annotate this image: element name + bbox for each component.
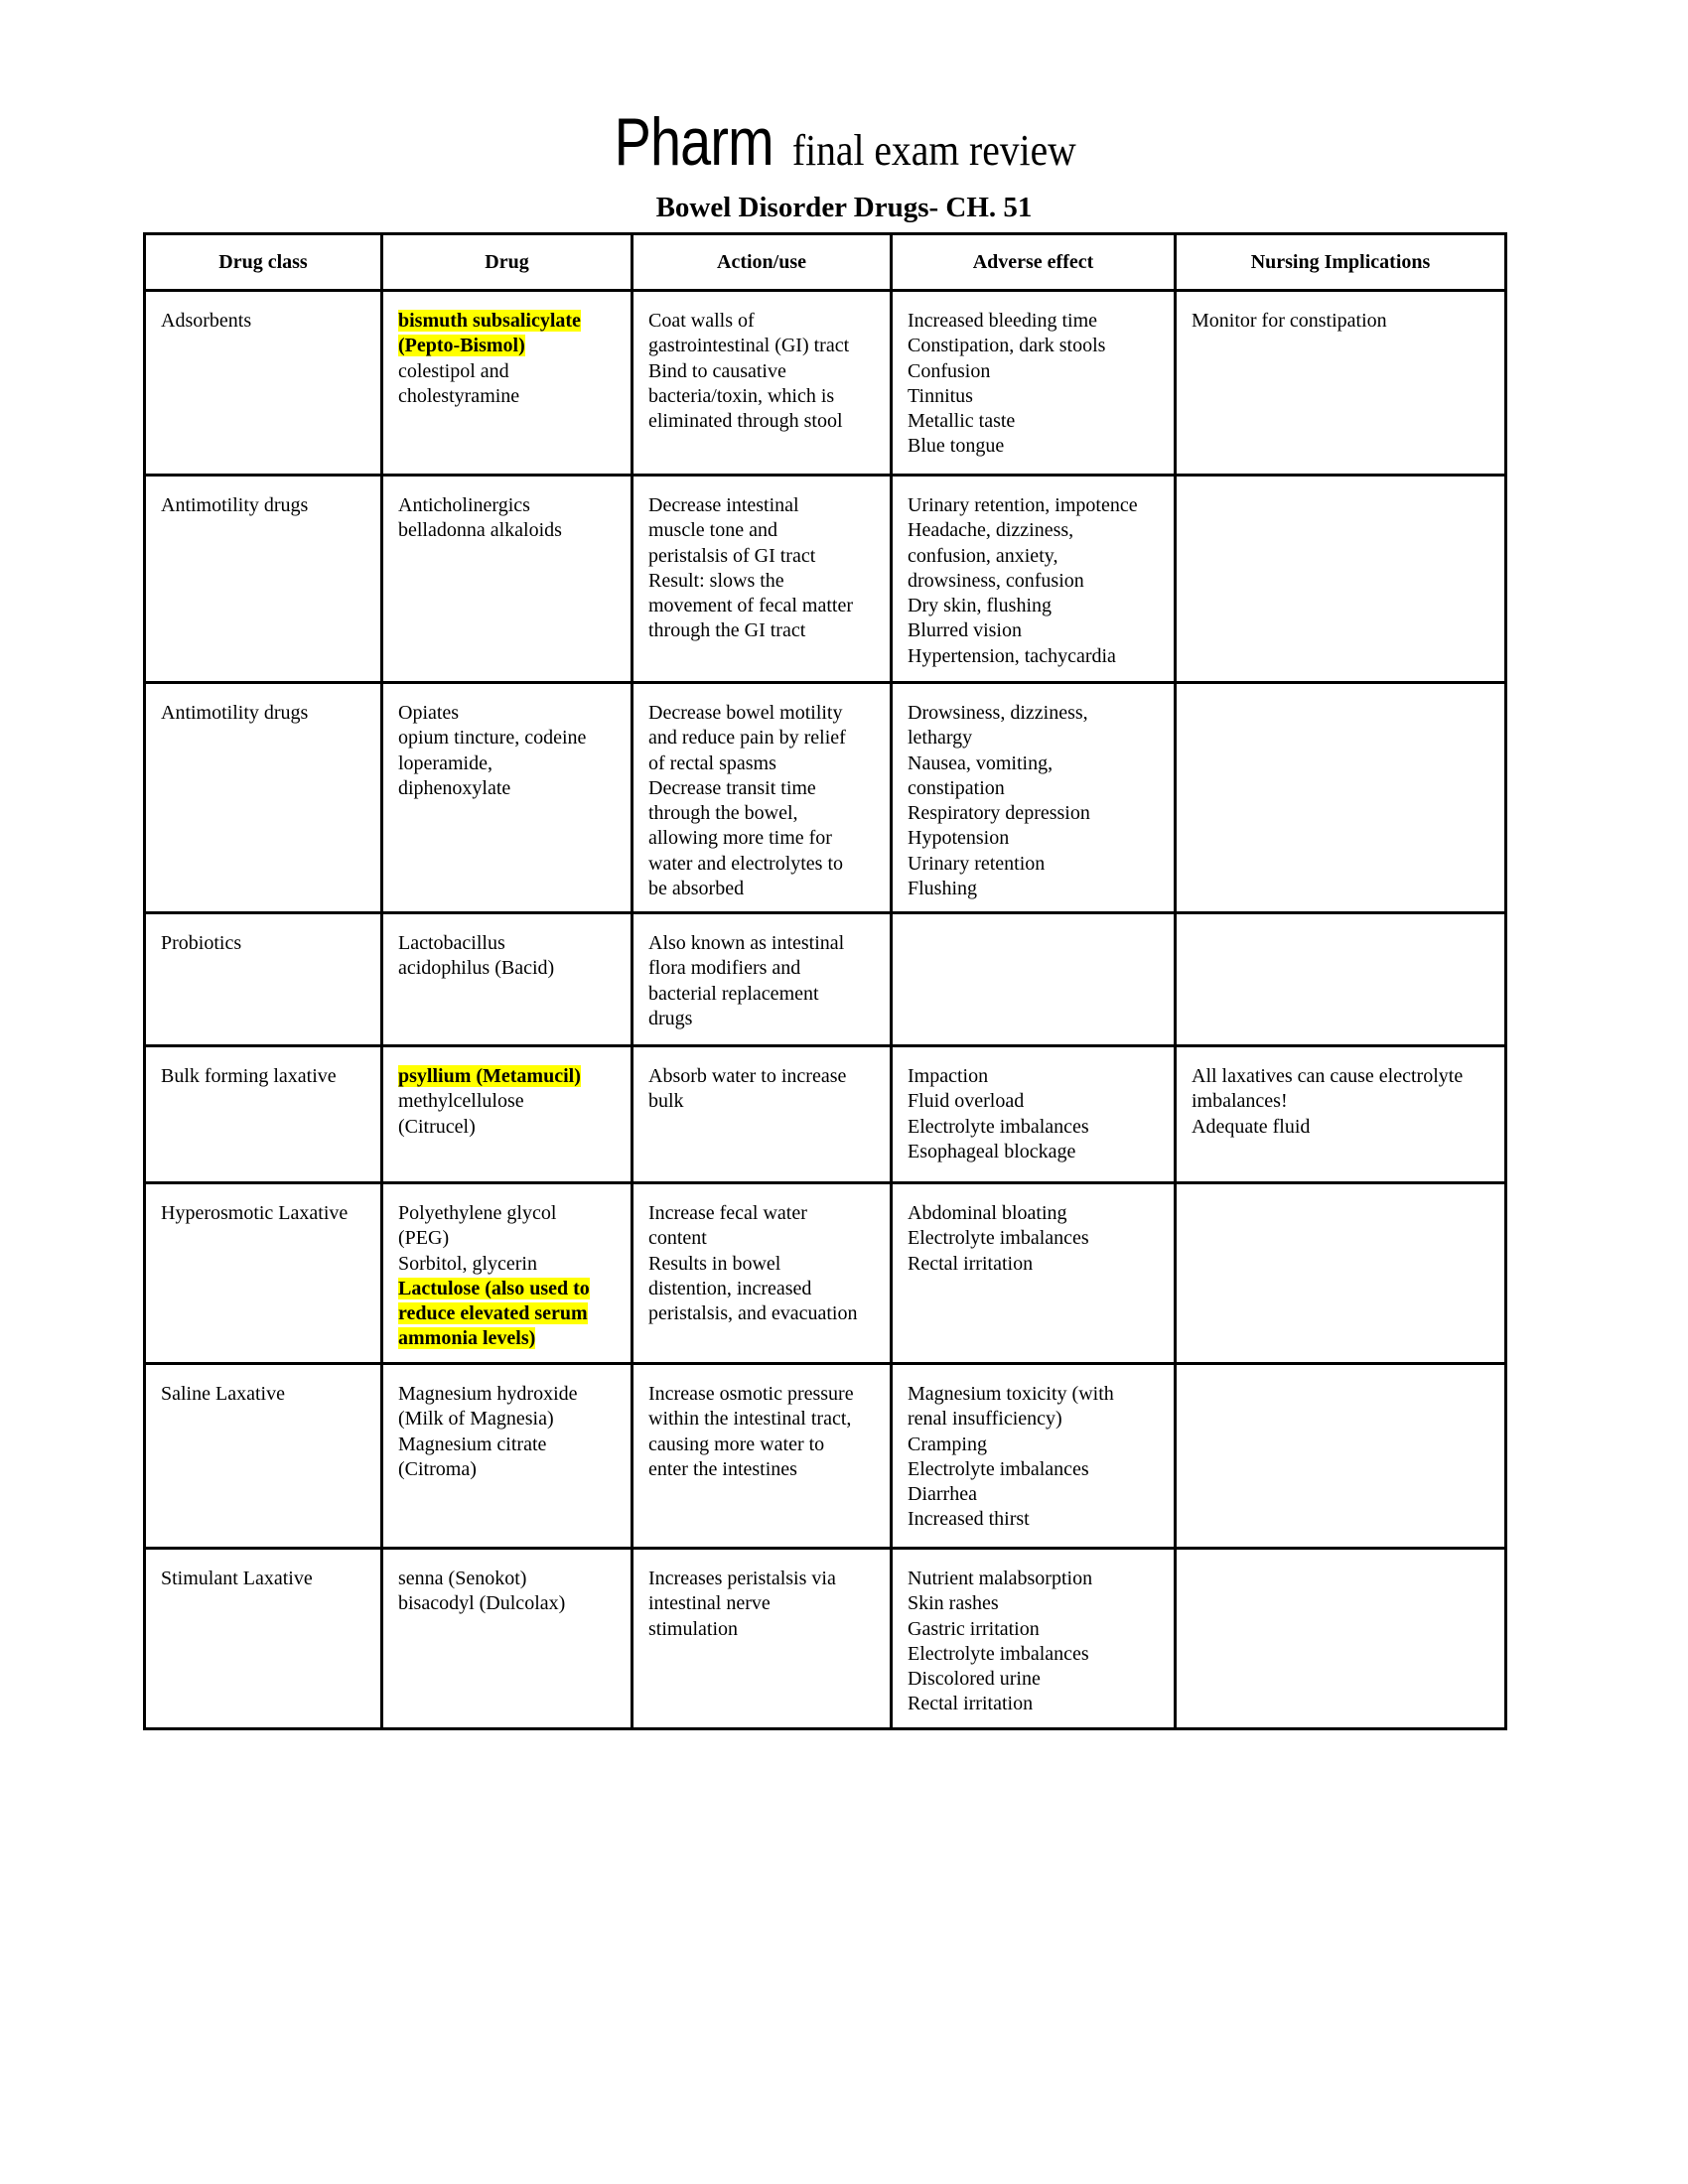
cell-line: drugs [648,1007,693,1029]
cell-line: Rectal irritation [908,1252,1034,1275]
cell-line: water and electrolytes to [648,852,844,875]
cell-line: eliminated through stool [648,410,843,433]
cell-action-use [633,476,892,683]
cell-action-use [633,1183,892,1364]
cell-line: Antimotility drugs [161,702,309,724]
cell-line: flora modifiers and [648,957,801,980]
cell-line: Urinary retention, impotence [908,494,1138,516]
page-title [0,103,1688,181]
cell-action-use [633,913,892,1046]
table-row [145,683,1506,913]
cell-line [398,1064,619,1089]
cell-nursing-implications [1176,291,1506,476]
cell-drug-class [145,476,382,683]
cell-line: Monitor for constipation [1192,310,1387,332]
cell-line: gastrointestinal (GI) tract [648,335,850,357]
table-row [145,1364,1506,1549]
cell-line: Adsorbents [161,310,252,332]
section-heading: Bowel Disorder Drugs- CH. 51 [655,192,1033,223]
cell-line: Bind to causative [648,359,786,382]
cell-nursing-implications [1176,683,1506,913]
cell-line: Decrease bowel motility [648,702,843,724]
cell-line: colestipol and [398,359,509,382]
cell-line: enter the intestines [648,1457,797,1480]
table-row [145,291,1506,476]
cell-line: (PEG) [398,1227,450,1250]
header-nursing-implications: Nursing Implications [1176,234,1506,291]
cell-line: Electrolyte imbalances [908,1457,1089,1480]
highlighted-text: ammonia levels) [398,1327,536,1350]
cell-drug [382,291,633,476]
cell-line: Increase fecal water [648,1202,807,1224]
highlighted-text: (Pepto-Bismol) [398,335,525,357]
cell-line: Hypertension, tachycardia [908,644,1116,667]
cell-line: Magnesium hydroxide [398,1383,578,1405]
cell-line: Probiotics [161,932,242,954]
cell-drug [382,1046,633,1183]
cell-action-use [633,291,892,476]
cell-drug [382,913,633,1046]
header-adverse-effect: Adverse effect [892,234,1176,291]
cell-adverse-effect [892,683,1176,913]
cell-line: of rectal spasms [648,751,776,774]
cell-adverse-effect [892,1046,1176,1183]
header-drug: Drug [382,234,633,291]
table-body [145,291,1506,1729]
highlighted-text: psyllium (Metamucil) [398,1065,581,1087]
cell-line: Stimulant Laxative [161,1568,313,1589]
cell-line: peristalsis, and evacuation [648,1302,858,1325]
cell-line: Anticholinergics [398,494,530,516]
cell-drug [382,476,633,683]
cell-adverse-effect [892,1183,1176,1364]
cell-adverse-effect [892,476,1176,683]
cell-line: distention, increased [648,1277,812,1299]
cell-adverse-effect [892,913,1176,1046]
cell-line: acidophilus (Bacid) [398,957,555,980]
header-action-use: Action/use [633,234,892,291]
cell-action-use [633,1549,892,1729]
table-row [145,1046,1506,1183]
cell-line: Metallic taste [908,410,1016,433]
cell-line: Magnesium toxicity (with [908,1383,1114,1405]
cell-line [398,1277,619,1301]
cell-drug [382,1364,633,1549]
cell-adverse-effect [892,291,1176,476]
cell-line: methylcellulose [398,1090,524,1113]
cell-drug-class [145,1183,382,1364]
cell-line: Also known as intestinal [648,932,845,954]
cell-line: Nausea, vomiting, [908,751,1054,774]
cell-line [398,309,619,334]
cell-line: be absorbed [648,878,745,900]
cell-line: Electrolyte imbalances [908,1227,1089,1250]
cell-drug-class [145,291,382,476]
cell-nursing-implications [1176,1549,1506,1729]
cell-line: Esophageal blockage [908,1140,1076,1162]
cell-line [398,1326,619,1351]
cell-line: Diarrhea [908,1483,977,1506]
cell-line: Drowsiness, dizziness, [908,702,1088,724]
cell-nursing-implications [1176,913,1506,1046]
cell-drug [382,683,633,913]
cell-line: opium tincture, codeine [398,727,587,750]
cell-line: Abdominal bloating [908,1202,1067,1224]
cell-line: Electrolyte imbalances [908,1642,1089,1665]
cell-action-use [633,683,892,913]
cell-line: Skin rashes [908,1592,999,1615]
cell-line: bacteria/toxin, which is [648,384,835,407]
cell-line: Results in bowel [648,1252,781,1275]
cell-line: Lactobacillus [398,932,505,954]
cell-line: Result: slows the [648,569,784,592]
cell-line: Polyethylene glycol [398,1202,557,1224]
cell-line: movement of fecal matter [648,595,854,617]
cell-line: cholestyramine [398,384,520,407]
cell-line: bulk [648,1090,684,1113]
cell-line: (Citroma) [398,1457,477,1480]
cell-line: constipation [908,776,1005,799]
highlighted-text: bismuth subsalicylate [398,310,581,332]
table-row [145,1183,1506,1364]
cell-line: (Citrucel) [398,1115,476,1138]
cell-line: Flushing [908,878,978,900]
header-drug-class: Drug class [145,234,382,291]
cell-line: Impaction [908,1065,989,1087]
cell-line: Decrease intestinal [648,494,799,516]
cell-line: through the bowel, [648,802,798,825]
cell-line: Sorbitol, glycerin [398,1252,537,1275]
cell-line: within the intestinal tract, [648,1408,852,1431]
table-row [145,913,1506,1046]
cell-line: All laxatives can cause electrolyte [1192,1065,1464,1087]
cell-drug-class [145,1364,382,1549]
cell-line: stimulation [648,1617,738,1640]
cell-line: Increase osmotic pressure [648,1383,854,1405]
cell-line: Constipation, dark stools [908,335,1106,357]
cell-line: diphenoxylate [398,776,511,799]
cell-line: Cramping [908,1433,987,1455]
cell-line: muscle tone and [648,519,777,542]
cell-line: imbalances! [1192,1090,1288,1113]
cell-line: Electrolyte imbalances [908,1115,1089,1138]
cell-line: bisacodyl (Dulcolax) [398,1592,566,1615]
cell-line: Respiratory depression [908,802,1090,825]
cell-line: belladonna alkaloids [398,519,562,542]
cell-line: allowing more time for [648,827,832,850]
cell-line: peristalsis of GI tract [648,544,816,567]
cell-line: Hypotension [908,827,1010,850]
cell-line: Headache, dizziness, [908,519,1074,542]
cell-line: Tinnitus [908,384,973,407]
cell-line: causing more water to [648,1433,825,1455]
cell-line: intestinal nerve [648,1592,771,1615]
cell-line: renal insufficiency) [908,1408,1062,1431]
cell-line: Opiates [398,702,460,724]
cell-line: Magnesium citrate [398,1433,547,1455]
table-row [145,476,1506,683]
cell-action-use [633,1046,892,1183]
table-header-row [145,234,1506,291]
cell-adverse-effect [892,1364,1176,1549]
cell-drug-class [145,1549,382,1729]
cell-line: Decrease transit time [648,776,816,799]
cell-line: Increased thirst [908,1508,1030,1531]
cell-action-use [633,1364,892,1549]
cell-line: confusion, anxiety, [908,544,1058,567]
cell-drug-class [145,1046,382,1183]
title-main: Pharm [614,104,774,180]
table-row [145,1549,1506,1729]
cell-line: senna (Senokot) [398,1568,527,1589]
cell-nursing-implications [1176,1046,1506,1183]
cell-line: Nutrient malabsorption [908,1568,1093,1589]
drug-table [143,232,1507,1730]
cell-line: Coat walls of [648,310,755,332]
cell-line: Gastric irritation [908,1617,1040,1640]
cell-line: Saline Laxative [161,1383,285,1405]
cell-line [398,1301,619,1326]
highlighted-text: reduce elevated serum [398,1302,588,1325]
cell-line: Hyperosmotic Laxative [161,1202,349,1224]
cell-line: lethargy [908,727,973,750]
cell-drug [382,1183,633,1364]
cell-line: bacterial replacement [648,982,819,1005]
cell-line: content [648,1227,707,1250]
cell-line: (Milk of Magnesia) [398,1408,554,1431]
cell-line: Discolored urine [908,1668,1041,1691]
cell-line: through the GI tract [648,619,806,642]
cell-line: Rectal irritation [908,1693,1034,1715]
cell-nursing-implications [1176,1183,1506,1364]
cell-line: Adequate fluid [1192,1115,1311,1138]
cell-line: Dry skin, flushing [908,595,1052,617]
cell-line: Urinary retention [908,852,1046,875]
cell-line: Antimotility drugs [161,494,309,516]
cell-drug-class [145,683,382,913]
cell-line: Blurred vision [908,619,1022,642]
cell-line: loperamide, [398,751,492,774]
title-sub: final exam review [791,126,1076,175]
cell-nursing-implications [1176,1364,1506,1549]
cell-line: Increases peristalsis via [648,1568,836,1589]
cell-line: Fluid overload [908,1090,1025,1113]
cell-line: Blue tongue [908,435,1005,458]
cell-line: and reduce pain by relief [648,727,846,750]
cell-line [398,334,619,358]
cell-adverse-effect [892,1549,1176,1729]
cell-line: Bulk forming laxative [161,1065,337,1087]
cell-line: Absorb water to increase [648,1065,847,1087]
cell-line: drowsiness, confusion [908,569,1084,592]
cell-nursing-implications [1176,476,1506,683]
cell-line: Confusion [908,359,991,382]
cell-line: Increased bleeding time [908,310,1098,332]
highlighted-text: Lactulose (also used to [398,1277,590,1299]
cell-drug [382,1549,633,1729]
cell-drug-class [145,913,382,1046]
